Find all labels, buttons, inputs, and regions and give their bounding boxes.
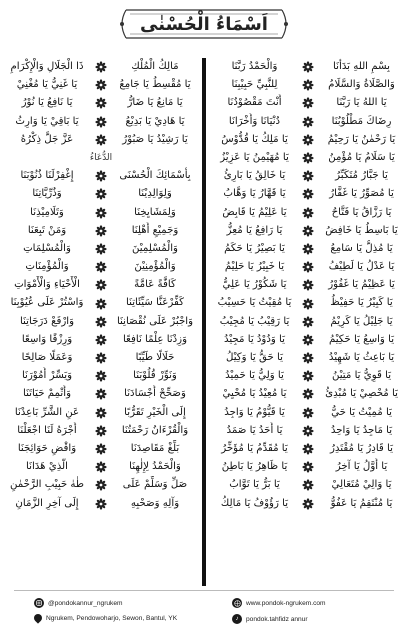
verse-second-half: ذَا الْجَلَالِ وَالْإِكْرَامِ (10, 61, 84, 72)
verse-first-half: حَلَالًا طَيِّبًا (135, 352, 175, 363)
verse-row (2, 458, 200, 476)
verse-row (210, 149, 406, 167)
flower-ornament-icon (94, 78, 108, 92)
verse-second-half: يَا نَافِعُ يَا نُوْرُ (21, 97, 73, 109)
flower-ornament-icon (301, 187, 315, 201)
verse-row (2, 240, 200, 258)
flower-ornament-icon (301, 369, 315, 383)
verse-first-half: وَالْقُرْءَانُ رَحْمَتُنَا (121, 424, 189, 436)
verse-row (210, 258, 406, 276)
verse-first-half: يَا مُمِيْتُ يَا حَيُّ (331, 406, 392, 418)
verse-second-half: يَا رَافِعُ يَا مُعِزُّ (226, 224, 283, 236)
verse-row (2, 331, 200, 349)
verse-row (210, 204, 406, 222)
flower-ornament-icon (301, 333, 315, 347)
flower-ornament-icon (301, 406, 315, 420)
verse-second-half: يَا أَحَدُ يَا صَمَدُ (226, 424, 283, 436)
verse-second-half: وَرِزْقًا وَاسِعًا (21, 333, 73, 345)
verse-second-half: عَزَّ جَلَّ ذِكْرُهُ (20, 133, 74, 145)
verse-row (2, 349, 200, 367)
verse-row (210, 276, 406, 294)
verse-row (2, 385, 200, 403)
verse-first-half: يَا رَشِيْدُ يَا صَبُوْرُ (122, 133, 188, 145)
verse-second-half: يَا مُقَدِّمُ يَا مُؤَخِّرُ (221, 442, 288, 454)
column-divider (202, 58, 206, 586)
verse-row (2, 76, 200, 94)
verse-second-half: يَا شَكُوْرُ يَا عَلِيُّ (222, 279, 287, 291)
verse-first-half: يَا مَاجِدُ يَا وَاحِدُ (330, 424, 393, 436)
verse-row (2, 367, 200, 385)
flower-ornament-icon (94, 478, 108, 492)
globe-icon (232, 598, 242, 608)
dua-heading-row (2, 149, 200, 167)
verse-first-half: يَا بَاسِطُ يَا خَافِضُ (325, 224, 398, 236)
verse-first-half: يَا مُنْتَقِمُ يَا عَفُوُّ (330, 497, 393, 509)
footer-website[interactable] (232, 598, 326, 608)
flower-ornament-icon (94, 206, 108, 220)
flower-ornament-icon (94, 96, 108, 110)
flower-ornament-icon (301, 278, 315, 292)
verse-row (2, 294, 200, 312)
verse-second-half: وَعَمَلًا صَالِحًا (21, 352, 73, 363)
right-column (210, 58, 406, 513)
verse-second-half: لِلنَّبِيِّ حَبِيْبِنَا (231, 79, 278, 91)
verse-second-half: وَتَلَامِيْذِنَا (30, 206, 64, 218)
verse-second-half: وَمَنْ تَبِعَنَا (27, 224, 67, 236)
verse-first-half: بِسْمِ اللهِ بَدَأْنَا (333, 61, 390, 72)
verse-first-half: يَا قَادِرُ يَا مُقْتَدِرُ (330, 442, 393, 454)
verse-first-half: يَا رَحْمٰنُ يَا رَحِيْمُ (327, 133, 396, 145)
verse-second-half: أَجْرَهُ لَنَا اجْعَلْنَا (17, 424, 77, 436)
page-title: اَسْمَاءُ الْحُسْنٰى (140, 13, 268, 35)
verse-first-half: وَالْمُسْلِمِيْنَ (132, 242, 178, 254)
verse-second-half: الَّذِيْ هَدَانَا (26, 461, 68, 473)
flower-ornament-icon (301, 96, 315, 110)
flower-ornament-icon (94, 133, 108, 147)
verse-second-half: وَاقْضِ حَوَائِجَنَا (17, 442, 77, 454)
flower-ornament-icon (301, 424, 315, 438)
verse-row (210, 349, 406, 367)
verse-second-half: الْأَحْيَاءِ وَالْأَمْوَاتِ (14, 279, 80, 291)
verse-first-half: يَا مُذِلُّ يَا سَامِعُ (330, 242, 393, 254)
verse-first-half: يَا جَبَّارُ مُتَكَبِّرُ (335, 170, 388, 182)
verse-first-half: يَا وَاسِعُ يَا حَكِيْمُ (328, 333, 395, 345)
verse-row (2, 313, 200, 331)
verse-row (210, 113, 406, 131)
footer-address (34, 614, 177, 622)
instagram-handle: @pondokannur_ngrukem (48, 599, 123, 607)
verse-second-half: وَيَسِّرْ أُمُوْرَنَا (21, 370, 73, 382)
verse-first-half: إِلَى الْخَيْرِ تَقَرُّبًا (124, 406, 186, 418)
verse-first-half: وَلِوَالِدِيْنَا (138, 188, 172, 200)
flower-ornament-icon (94, 406, 108, 420)
verse-first-half: وَالْحَمْدُ لِإِلٰهِنَا (129, 461, 181, 473)
verse-second-half: يَا خَبِيْرُ يَا حَلِيْمُ (224, 261, 285, 273)
verse-second-half: وَالْحَمْدُ رَبَّنَا (231, 61, 278, 72)
verse-row (2, 476, 200, 494)
verse-first-half: كَفِّرْعَنَّا سَيِّئَاتِنَا (126, 297, 184, 309)
verse-first-half: يَا أَوَّلُ يَا آخِرُ (335, 461, 388, 473)
verse-second-half: أَنْتَ مَقْصُوْدُنَا (227, 97, 282, 109)
verse-row (2, 422, 200, 440)
verse-second-half: يَا حَقُّ يَا وَكِيْلُ (226, 352, 283, 363)
verse-row (210, 58, 406, 76)
verse-second-half: يَا رَؤُوْفُ يَا مَالِكُ (220, 497, 289, 509)
verse-second-half: يَا غَنِيُّ يَا مُغْنِيْ (16, 79, 78, 91)
dua-heading: الدُّعَاءُ (89, 152, 113, 163)
verse-second-half: يَا بَرُّ يَا تَوَّابُ (229, 479, 280, 491)
verse-first-half: يَا مُحْصِيْ يَا مُبْدِئُ (325, 388, 398, 400)
verse-first-half: وَالصَّلَاةُ وَالسَّلَامُ (328, 79, 395, 91)
flower-ornament-icon (301, 133, 315, 147)
verse-first-half: بِأَسْمَائِكَ الْحُسْنَى (119, 170, 191, 182)
verse-row (2, 58, 200, 76)
verse-first-half: يَا رَزَّاقُ يَا فَتَّاحُ (331, 206, 392, 218)
verse-second-half: يَا ظَاهِرُ يَا بَاطِنُ (221, 461, 288, 473)
verse-second-half: يَا مُهَيْمِنُ يَا عَزِيْزُ (220, 151, 289, 163)
flower-ornament-icon (94, 424, 108, 438)
verse-row (210, 313, 406, 331)
flower-ornament-icon (301, 78, 315, 92)
verse-row (2, 222, 200, 240)
flower-ornament-icon (94, 115, 108, 129)
verse-row (2, 440, 200, 458)
flower-ornament-icon (301, 242, 315, 256)
location-pin-icon (32, 612, 43, 623)
verse-first-half: بَلِّغْ مَقَاصِدَنَا (130, 442, 180, 454)
left-column (2, 58, 200, 513)
flower-ornament-icon (301, 224, 315, 238)
verse-row (2, 276, 200, 294)
verse-first-half: صَلِّ وَسَلِّمْ عَلَى (122, 479, 188, 491)
verse-first-half: وَالْمُؤْمِنِيْنَ (134, 261, 176, 273)
verse-row (210, 440, 406, 458)
verse-first-half: يَا مُصَوِّرُ يَا غَفَّارُ (329, 188, 394, 200)
verse-second-half: يَا وَدُوْدُ يَا مَجِيْدُ (224, 333, 285, 345)
verse-first-half: يَا جَلِيْلُ يَا كَرِيْمُ (330, 315, 393, 327)
verse-first-half: يَا مَانِعُ يَا ضَارُّ (127, 97, 183, 109)
verse-first-half: يَا هَادِيْ يَا بَدِيْعُ (125, 115, 185, 127)
footer-instagram[interactable] (34, 598, 123, 608)
verse-first-half: وَاجْبُرْ عَلَى نُقْصَانِنَا (116, 315, 194, 327)
verse-second-half: يَا قَيُّوْمُ يَا وَاجِدُ (224, 406, 285, 418)
verse-second-half: عَنِ الشَّرِّ بَاعِدْنَا (14, 406, 80, 418)
verse-first-half: يَا بَاعِثُ يَا شَهِيْدُ (328, 352, 395, 363)
footer-divider (14, 590, 394, 591)
verse-row (210, 385, 406, 403)
verse-first-half: كَافَّةً عَامَّةً (134, 279, 176, 291)
verse-second-half: وَذُرِّيَّاتِنَا (32, 188, 62, 200)
verse-row (210, 131, 406, 149)
verse-first-half: وَزِدْنَا عِلْمًا نَافِعًا (122, 333, 188, 345)
flower-ornament-icon (301, 478, 315, 492)
flower-ornament-icon (301, 206, 315, 220)
verse-second-half: يَا خَالِقُ يَا بَارِئُ (223, 170, 286, 182)
flower-ornament-icon (94, 460, 108, 474)
verse-second-half: يَا عَلِيْمُ يَا قَابِضُ (222, 206, 287, 218)
verse-row (210, 185, 406, 203)
verse-second-half: دُنْيَانَا وَأُخْرَانَا (228, 115, 281, 127)
flower-ornament-icon (94, 351, 108, 365)
verse-second-half: وَالْمُسْلِمَاتِ (23, 242, 71, 254)
verse-first-half: يَا قَوِيُّ يَا مَتِيْنُ (331, 370, 392, 382)
flower-ornament-icon (301, 260, 315, 274)
verse-row (2, 131, 200, 149)
verse-second-half: إِغْفِرْلَنَا ذُنُوْبَنَا (20, 170, 74, 182)
verse-first-half: وَصَحِّحْ أَجْسَادَنَا (124, 388, 186, 400)
verse-first-half: يَا وَالِيْ مُتَعَالِيْ (331, 479, 392, 491)
verse-row (210, 422, 406, 440)
tiktok-icon: ♪ (232, 614, 242, 624)
verse-second-half: وَأَتْمِمْ حَيَاتَنَا (23, 388, 71, 400)
verse-row (210, 458, 406, 476)
verse-first-half: وَجَمِيْعِ أَهْلِنَا (131, 224, 179, 236)
verse-row (2, 94, 200, 112)
verse-row (2, 404, 200, 422)
verse-first-half: يَا مُقْسِطُ يَا جَامِعُ (119, 79, 191, 91)
flower-ornament-icon (94, 60, 108, 74)
verse-row (210, 495, 406, 513)
verse-row (210, 294, 406, 312)
verse-first-half: مَالِكُ الْمُلْكِ (131, 61, 179, 72)
verse-first-half: يَا اللهُ يَا رَبَّنَا (336, 97, 387, 109)
address-text: Ngrukem, Pendowoharjo, Sewon, Bantul, YK (46, 614, 178, 622)
verse-second-half: يَا رَقِيْبُ يَا مُجِيْبُ (219, 315, 290, 327)
verse-second-half: يَا بَاقِيْ يَا وَارِثُ (15, 115, 79, 127)
verse-second-half: يَا قَهَّارُ يَا وَهَّابُ (223, 188, 286, 200)
flower-ornament-icon (94, 333, 108, 347)
flower-ornament-icon (301, 115, 315, 129)
verse-first-half: يَا عَظِيْمُ يَا غَفُوْرُ (328, 279, 395, 291)
verse-first-half: رِضَاكَ مَطْلُوْبُنَا (331, 115, 392, 127)
verse-second-half: وَالْمُؤْمِنَاتِ (25, 261, 69, 273)
verse-row (2, 258, 200, 276)
verse-second-half: وَارْفَعْ دَرَجَاتِنَا (19, 315, 75, 327)
flower-ornament-icon (301, 60, 315, 74)
verse-first-half: يَا عَدْلُ يَا لَطِيْفُ (328, 261, 395, 273)
verse-first-half: وَآلِهِ وَصَحْبِهِ (130, 497, 180, 509)
verse-second-half: يَا مَلِكُ يَا قُدُّوْسُ (221, 133, 288, 145)
flower-ornament-icon (94, 260, 108, 274)
flower-ornament-icon (94, 497, 108, 511)
verse-row (2, 113, 200, 131)
verse-row (2, 185, 200, 203)
verse-row (210, 476, 406, 494)
verse-row (210, 404, 406, 422)
footer-tiktok[interactable] (232, 614, 308, 624)
verse-row (210, 94, 406, 112)
verse-row (210, 76, 406, 94)
website-url: www.pondok-ngrukem.com (246, 599, 326, 607)
flower-ornament-icon (94, 278, 108, 292)
flower-ornament-icon (94, 442, 108, 456)
flower-ornament-icon (301, 460, 315, 474)
flower-ornament-icon (94, 369, 108, 383)
verse-row (210, 222, 406, 240)
verse-second-half: إِلَى آخِرِ الزَّمَانِ (15, 497, 79, 509)
verse-second-half: يَا وَلِيُّ يَا حَمِيْدُ (225, 370, 284, 382)
flower-ornament-icon (301, 169, 315, 183)
tiktok-handle: pondok.tahfidz annur (246, 615, 308, 623)
flower-ornament-icon (301, 387, 315, 401)
flower-ornament-icon (94, 187, 108, 201)
verse-second-half: وَاسْتُرْ عَلَى عُيُوْبِنَا (10, 297, 84, 309)
verse-first-half: وَنَوِّرْ قُلُوْبَنَا (133, 370, 177, 382)
flower-ornament-icon (94, 169, 108, 183)
verse-second-half: طٰهٰ حَبِيْبِ الرَّحْمٰنِ (10, 479, 84, 491)
flower-ornament-icon (301, 315, 315, 329)
verse-second-half: يَا مُقِيْتُ يَا حَسِيْبُ (217, 297, 292, 309)
verse-row (210, 240, 406, 258)
flower-ornament-icon (94, 387, 108, 401)
verse-first-half: وَلِمَشَايِخِنَا (134, 206, 176, 218)
verse-row (2, 167, 200, 185)
flower-ornament-icon (301, 151, 315, 165)
flower-ornament-icon (94, 315, 108, 329)
verse-row (210, 331, 406, 349)
verse-row (2, 495, 200, 513)
flower-ornament-icon (94, 297, 108, 311)
flower-ornament-icon (301, 297, 315, 311)
verse-second-half: يَا بَصِيْرُ يَا حَكَمُ (224, 242, 285, 254)
flower-ornament-icon (94, 224, 108, 238)
flower-ornament-icon (301, 497, 315, 511)
flower-ornament-icon (301, 351, 315, 365)
verse-second-half: يَا مُعِيْدُ يَا مُحْيِيْ (222, 388, 287, 400)
title-banner (118, 6, 290, 42)
verse-row (210, 367, 406, 385)
flower-ornament-icon (94, 242, 108, 256)
verse-first-half: يَا كَبِيْرُ يَا حَفِيْظُ (330, 297, 393, 309)
verse-first-half: يَا سَلَامُ يَا مُؤْمِنُ (328, 151, 395, 163)
verse-row (2, 204, 200, 222)
verse-row (210, 167, 406, 185)
instagram-icon (34, 598, 44, 608)
flower-ornament-icon (301, 442, 315, 456)
